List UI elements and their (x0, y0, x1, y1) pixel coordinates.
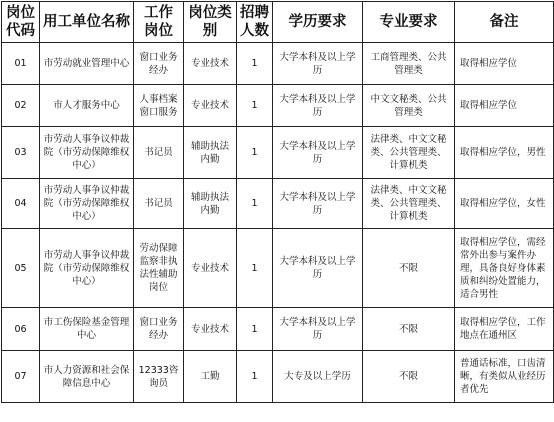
cell-hiring-count: 1 (237, 179, 273, 229)
cell-position-code: 04 (2, 179, 40, 229)
cell-education-requirement: 大学本科及以上学历 (273, 43, 363, 85)
cell-job-position: 书记员 (134, 127, 184, 179)
cell-education-requirement: 大学本科及以上学历 (273, 85, 363, 127)
cell-position-category: 专业技术 (184, 229, 237, 308)
header-job-position: 工作岗位 (134, 2, 184, 43)
cell-position-code: 03 (2, 127, 40, 179)
table-row (2, 179, 554, 229)
cell-position-code: 07 (2, 351, 40, 403)
cell-education-requirement: 大学本科及以上学历 (273, 127, 363, 179)
cell-hiring-count: 1 (237, 308, 273, 351)
header-education-requirement: 学历要求 (273, 2, 363, 43)
cell-hiring-count: 1 (237, 127, 273, 179)
cell-employer-name: 市劳动人事争议仲裁院（市劳动保障维权中心） (40, 229, 134, 308)
cell-position-category: 专业技术 (184, 308, 237, 351)
cell-position-category: 辅助执法内勤 (184, 179, 237, 229)
cell-position-category: 专业技术 (184, 85, 237, 127)
cell-remarks: 普通话标准，口齿清晰，有类似从业经历者优先 (455, 351, 554, 403)
cell-major-requirement: 不限 (363, 351, 455, 403)
cell-major-requirement: 工商管理类、公共管理类 (363, 43, 455, 85)
header-major-requirement: 专业要求 (363, 2, 455, 43)
cell-position-code: 01 (2, 43, 40, 85)
cell-employer-name: 市人力资源和社会保障信息中心 (40, 351, 134, 403)
cell-education-requirement: 大学本科及以上学历 (273, 179, 363, 229)
cell-position-category: 工勤 (184, 351, 237, 403)
header-employer-name: 用工单位名称 (40, 2, 134, 43)
cell-position-code: 06 (2, 308, 40, 351)
cell-remarks: 取得相应学位 (455, 43, 554, 85)
cell-remarks: 取得相应学位 (455, 85, 554, 127)
cell-hiring-count: 1 (237, 85, 273, 127)
cell-major-requirement: 不限 (363, 308, 455, 351)
cell-remarks: 取得相应学位，女性 (455, 179, 554, 229)
header-position-category: 岗位类别 (184, 2, 237, 43)
cell-employer-name: 市人才服务中心 (40, 85, 134, 127)
cell-remarks: 取得相应学位，需经常外出参与案件办理，具备良好身体素质和纠纷处置能力，适合男性 (455, 229, 554, 308)
recruitment-table (1, 1, 554, 403)
header-position-code: 岗位代码 (2, 2, 40, 43)
cell-education-requirement: 大学本科及以上学历 (273, 308, 363, 351)
table-row (2, 43, 554, 85)
cell-hiring-count: 1 (237, 351, 273, 403)
cell-job-position: 劳动保障监察非执法性辅助岗位 (134, 229, 184, 308)
cell-major-requirement: 法律类、中文文秘类、公共管理类、计算机类 (363, 179, 455, 229)
cell-job-position: 人事档案窗口服务 (134, 85, 184, 127)
header-remarks: 备注 (455, 2, 554, 43)
cell-hiring-count: 1 (237, 43, 273, 85)
cell-education-requirement: 大学本科及以上学历 (273, 229, 363, 308)
table-row (2, 127, 554, 179)
cell-position-category: 辅助执法内勤 (184, 127, 237, 179)
cell-major-requirement: 中文文秘类、公共管理类 (363, 85, 455, 127)
table-row (2, 85, 554, 127)
cell-employer-name: 市劳动人事争议仲裁院（市劳动保障维权中心） (40, 127, 134, 179)
table-row (2, 308, 554, 351)
cell-position-code: 02 (2, 85, 40, 127)
table-row (2, 351, 554, 403)
cell-position-category: 专业技术 (184, 43, 237, 85)
cell-employer-name: 市劳动就业管理中心 (40, 43, 134, 85)
cell-hiring-count: 1 (237, 229, 273, 308)
header-row (2, 2, 554, 43)
cell-major-requirement: 法律类、中文文秘类、公共管理类、计算机类 (363, 127, 455, 179)
cell-job-position: 窗口业务经办 (134, 308, 184, 351)
cell-job-position: 书记员 (134, 179, 184, 229)
cell-job-position: 12333咨询员 (134, 351, 184, 403)
cell-employer-name: 市劳动人事争议仲裁院（市劳动保障维权中心） (40, 179, 134, 229)
cell-job-position: 窗口业务经办 (134, 43, 184, 85)
cell-position-code: 05 (2, 229, 40, 308)
cell-employer-name: 市工伤保险基金管理中心 (40, 308, 134, 351)
cell-remarks: 取得相应学位，工作地点在通州区 (455, 308, 554, 351)
header-hiring-count: 招聘人数 (237, 2, 273, 43)
cell-education-requirement: 大专及以上学历 (273, 351, 363, 403)
cell-major-requirement: 不限 (363, 229, 455, 308)
cell-remarks: 取得相应学位，男性 (455, 127, 554, 179)
table-row (2, 229, 554, 308)
